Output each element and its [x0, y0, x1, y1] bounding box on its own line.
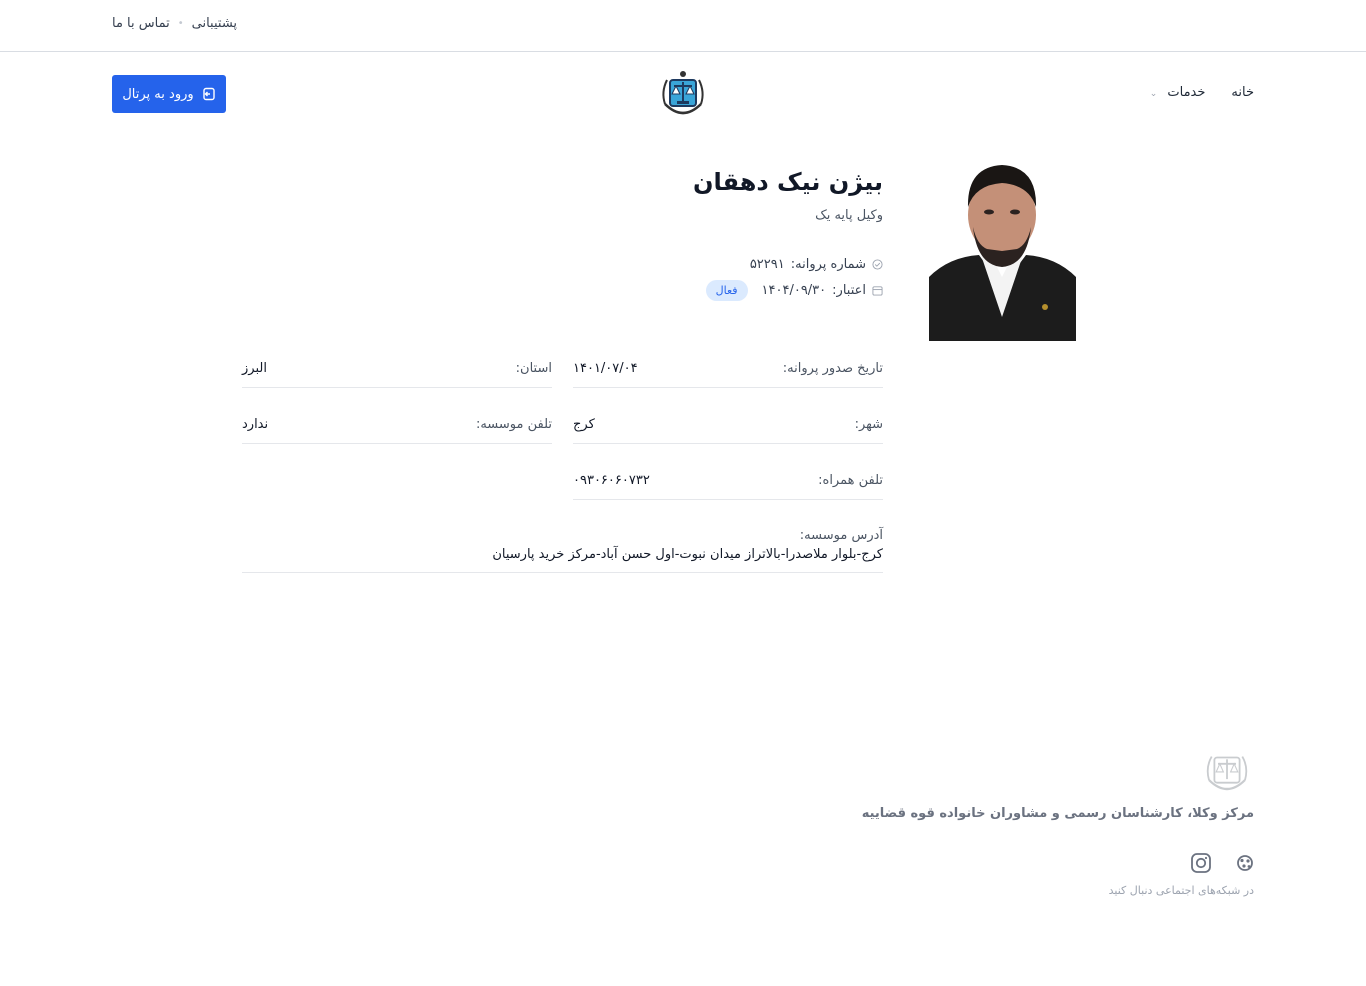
validity-label: اعتبار:: [832, 282, 866, 298]
calendar-icon: [872, 285, 883, 296]
nav-services[interactable]: [1150, 85, 1206, 100]
profile-header: [693, 168, 883, 303]
city-label: شهر:: [854, 417, 883, 432]
address-field: [242, 528, 883, 573]
instagram-icon[interactable]: [1190, 852, 1212, 874]
social-links: [1190, 852, 1256, 874]
support-link[interactable]: پشتیبانی: [191, 16, 238, 31]
nav-services-label: خدمات: [1167, 85, 1206, 100]
status-badge: فعال: [706, 280, 748, 301]
institute-phone-label: تلفن موسسه:: [475, 417, 552, 432]
top-bar: [0, 0, 1366, 52]
issue-date-value: ۱۴۰۱/۰۷/۰۴: [573, 361, 638, 376]
mobile-value[interactable]: ۰۹۳۰۶۰۶۰۷۳۲: [573, 473, 650, 488]
nav-menu: [1150, 85, 1254, 100]
contact-link[interactable]: تماس با ما: [112, 16, 170, 31]
top-links: [112, 16, 237, 31]
issue-date-field: [573, 350, 883, 388]
check-circle-icon: [872, 259, 883, 270]
address-label: آدرس موسسه:: [799, 528, 883, 543]
city-field: [573, 406, 883, 444]
license-row: [693, 251, 883, 277]
portal-button-label: ورود به پرتال: [122, 86, 194, 102]
separator-dot: •: [177, 18, 184, 29]
judiciary-logo[interactable]: [653, 64, 713, 124]
lawyer-title: وکیل پایه یک: [815, 208, 883, 223]
login-icon: [202, 87, 216, 101]
mobile-field: [573, 462, 883, 500]
portal-login-button[interactable]: [112, 75, 226, 113]
chevron-down-icon: ⌄: [1149, 89, 1158, 99]
city-value: کرج: [573, 417, 595, 432]
province-value: البرز: [242, 361, 267, 376]
institute-phone-value: ندارد: [242, 417, 269, 432]
footer-org-name: مرکز وکلا، کارشناسان رسمی و مشاوران خانواده قوه قضاییه: [861, 806, 1254, 821]
license-meta: [693, 251, 883, 303]
province-field: [242, 350, 552, 388]
validity-row: [693, 277, 883, 303]
issue-date-label: تاریخ صدور پروانه:: [782, 361, 883, 376]
province-label: استان:: [515, 361, 552, 376]
license-label: شماره پروانه:: [790, 256, 866, 272]
address-value: کرج-بلوار ملاصدرا-بالاتراز میدان نبوت-اول حسن آباد-مرکز خرید پارسیان: [492, 547, 883, 562]
lawyer-photo: [929, 157, 1076, 341]
main-nav: [0, 52, 1366, 134]
license-number: ۵۲۲۹۱: [749, 256, 785, 272]
institute-phone-field: [242, 406, 552, 444]
validity-date: ۱۴۰۴/۰۹/۳۰: [761, 282, 827, 298]
footer-logo: [1200, 744, 1254, 798]
aparat-icon[interactable]: [1234, 852, 1256, 874]
mobile-label: تلفن همراه:: [818, 473, 883, 488]
nav-home[interactable]: خانه: [1231, 85, 1254, 100]
follow-text: در شبکه‌های اجتماعی دنبال کنید: [1108, 884, 1254, 897]
lawyer-name: بیژن نیک دهقان: [692, 168, 883, 196]
